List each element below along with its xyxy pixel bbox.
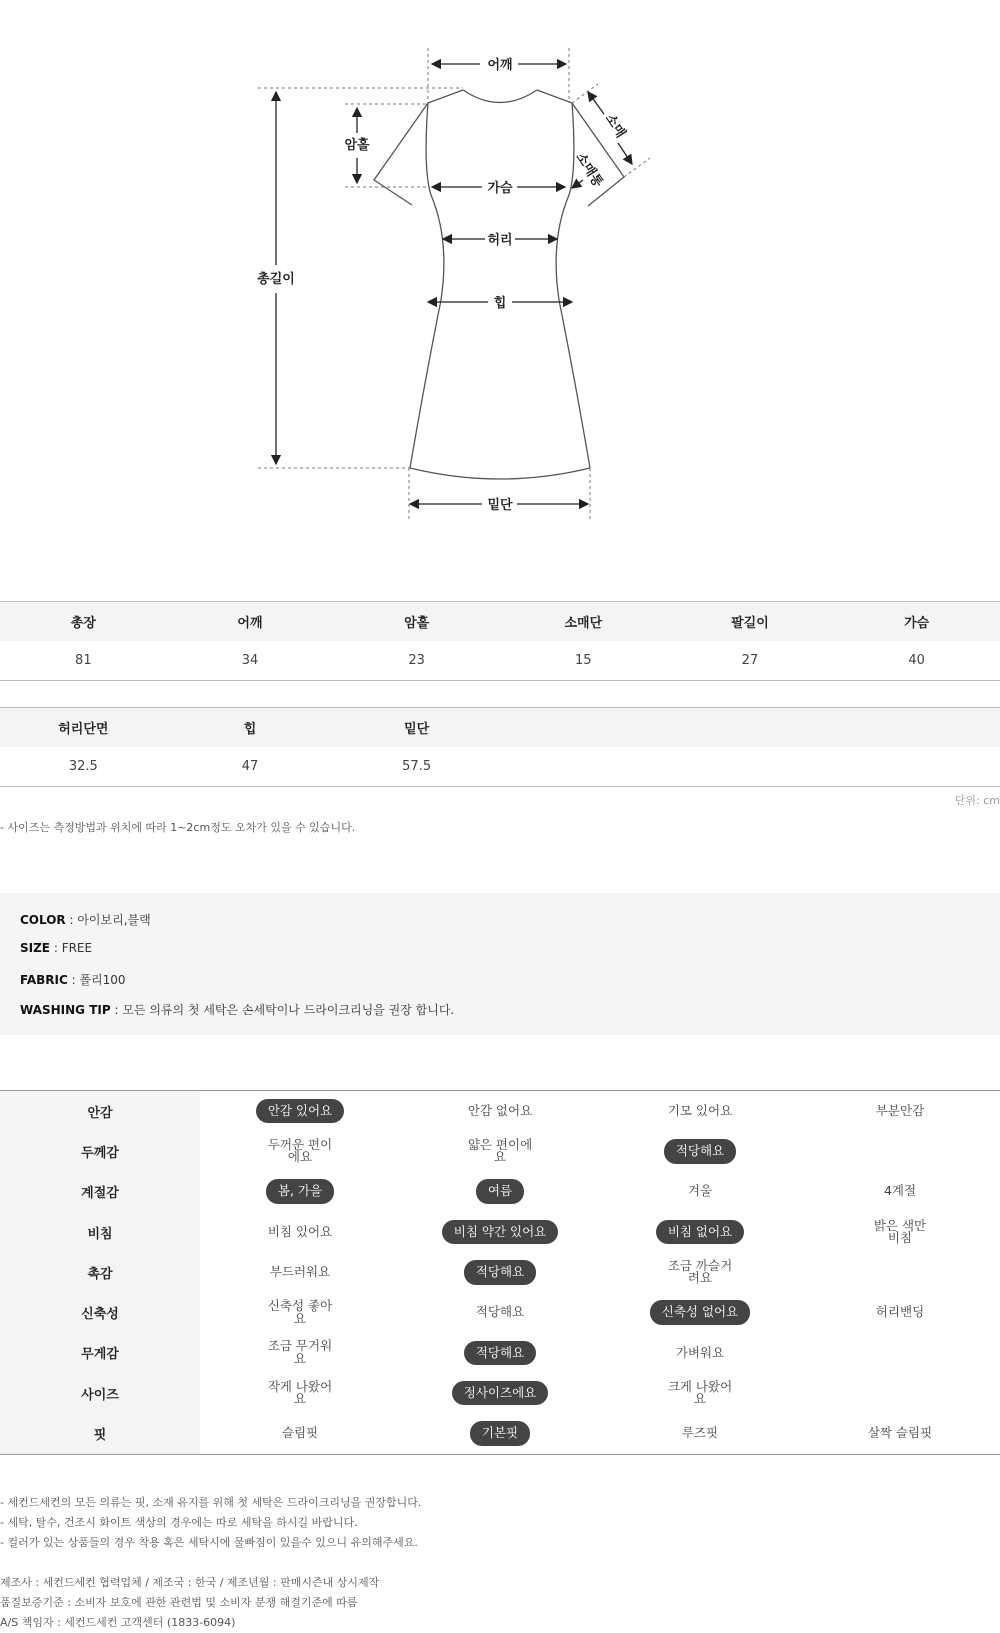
feel-cell [800,1212,1000,1252]
feel-cell [400,1252,600,1292]
feel-cell [200,1373,400,1413]
feel-row [0,1292,1000,1332]
feel-option-selected: 여름 [476,1179,524,1204]
label-chest: 가슴 [487,181,513,196]
feel-option-selected: 안감 있어요 [256,1099,344,1124]
feel-cell [600,1131,800,1171]
fabric-feel-table [0,1090,1000,1455]
feel-option: 얇은 편이에요 [467,1136,533,1165]
feel-cell [600,1212,800,1252]
measure-arrows [276,64,632,504]
info-washing-value: : 모든 의류의 첫 세탁은 손세탁이나 드라이크리닝을 권장 합니다. [110,1003,455,1017]
size-table-1 [0,601,1000,681]
info-fabric [20,971,126,988]
dress-outline [374,90,624,479]
care-notes [0,1493,421,1553]
feel-cell [200,1413,400,1453]
feel-row-label: 비침 [0,1212,200,1252]
info-color-label: COLOR [20,913,66,927]
feel-cell [800,1373,1000,1413]
size-value [833,747,1000,787]
feel-row-label: 계절감 [0,1172,200,1212]
label-waist: 허리 [487,233,513,248]
size-header: 힙 [167,708,334,748]
care-note: - 세탁, 탈수, 건조시 화이트 색상의 경우에는 따로 세탁을 하시길 바랍니다. [0,1516,358,1529]
info-fabric-label: FABRIC [20,973,68,987]
feel-cell [400,1212,600,1252]
feel-row [0,1413,1000,1453]
size-value: 32.5 [0,747,167,787]
label-total-length: 총길이 [257,272,295,287]
feel-cell [600,1252,800,1292]
feel-row-label: 신축성 [0,1292,200,1332]
feel-cell [400,1333,600,1373]
feel-option: 허리밴딩 [875,1304,925,1320]
info-fabric-value: : 폴리100 [67,973,126,987]
size-header [667,708,834,748]
info-size-value: : FREE [50,941,93,955]
size-value: 23 [333,641,500,681]
feel-option: 조금 까슬거려요 [667,1257,733,1286]
feel-row [0,1333,1000,1373]
size-header: 팔길이 [667,602,834,642]
feel-option-selected: 정사이즈에요 [452,1381,548,1406]
feel-option: 슬림핏 [281,1425,319,1441]
feel-option-selected: 비침 약간 있어요 [442,1220,558,1245]
feel-option: 가벼워요 [675,1344,725,1360]
feel-cell [400,1091,600,1131]
size-value: 15 [500,641,667,681]
label-shoulder: 어깨 [487,58,513,73]
feel-cell [200,1333,400,1373]
size-value: 40 [833,641,1000,681]
feel-row-label: 촉감 [0,1252,200,1292]
feel-cell [600,1172,800,1212]
size-header: 어깨 [167,602,334,642]
size-header: 총장 [0,602,167,642]
feel-option: 크게 나왔어요 [667,1378,733,1407]
feel-row [0,1091,1000,1131]
unit-label: 단위: cm [954,794,1000,807]
feel-cell [600,1333,800,1373]
label-hip: 힙 [493,296,507,311]
feel-row-label: 무게감 [0,1333,200,1373]
feel-option: 적당해요 [475,1304,525,1320]
feel-option: 밝은 색만 비침 [873,1217,927,1246]
product-info [0,893,1000,1035]
maker-line: 제조사 : 세컨드세컨 협력업체 / 제조국 : 한국 / 제조년월 : 판매시즌내 상시제작 [0,1576,380,1589]
feel-option-selected: 적당해요 [464,1341,536,1366]
size-value [667,747,834,787]
feel-option-selected: 기본핏 [470,1421,530,1446]
feel-row [0,1373,1000,1413]
size-header: 허리단면 [0,708,167,748]
size-diagram [0,0,1000,560]
feel-row-label: 사이즈 [0,1373,200,1413]
feel-cell [800,1292,1000,1332]
feel-row [0,1212,1000,1252]
size-value: 57.5 [333,747,500,787]
label-sleeve-opening: 소매통 [572,150,606,190]
size-header: 밑단 [333,708,500,748]
feel-option: 비침 있어요 [267,1223,333,1239]
maker-line: A/S 책임자 : 세컨드세컨 고객센터 (1833-6094) [0,1616,236,1629]
feel-option: 두꺼운 편이에요 [267,1136,333,1165]
feel-cell [400,1413,600,1453]
feel-option: 겨울 [687,1183,713,1199]
size-header: 암홀 [333,602,500,642]
feel-cell [200,1091,400,1131]
manufacturer-info [0,1573,379,1633]
label-hem: 밑단 [487,498,513,513]
feel-cell [800,1333,1000,1373]
feel-cell [600,1413,800,1453]
feel-option-selected: 적당해요 [464,1260,536,1285]
feel-cell [200,1172,400,1212]
info-size-label: SIZE [20,941,51,955]
feel-option-selected: 적당해요 [664,1139,736,1164]
feel-option: 살짝 슬림핏 [867,1425,933,1441]
info-washing [20,1001,454,1018]
feel-cell [400,1292,600,1332]
feel-cell [600,1091,800,1131]
feel-row-label: 핏 [0,1413,200,1453]
maker-line: 품질보증기준 : 소비자 보호에 관한 관련법 및 소비자 분쟁 해결기준에 따름 [0,1596,358,1609]
label-armhole: 암홀 [344,138,370,153]
size-header [500,708,667,748]
size-value: 47 [167,747,334,787]
size-value: 27 [667,641,834,681]
feel-option-selected: 비침 없어요 [656,1220,744,1245]
care-note: - 컬러가 있는 상품들의 경우 착용 혹은 세탁시에 물빠짐이 있을수 있으니 유의해주세요. [0,1536,418,1549]
size-value: 81 [0,641,167,681]
feel-cell [800,1252,1000,1292]
info-washing-label: WASHING TIP [20,1003,111,1017]
feel-option: 신축성 좋아요 [267,1298,333,1326]
feel-option: 조금 무거워요 [267,1338,333,1366]
size-note: - 사이즈는 측정방법과 위치에 따라 1~2cm정도 오차가 있을 수 있습니다. [0,821,356,834]
feel-cell [800,1413,1000,1453]
feel-cell [200,1212,400,1252]
feel-option: 부드러워요 [269,1264,331,1280]
feel-cell [200,1252,400,1292]
feel-option-selected: 신축성 없어요 [650,1300,750,1325]
feel-option: 기모 있어요 [667,1102,733,1118]
feel-cell [400,1373,600,1413]
guide-lines [258,48,650,520]
size-header: 가슴 [833,602,1000,642]
feel-cell [800,1131,1000,1171]
feel-row [0,1252,1000,1292]
info-color-value: : 아이보리,블랙 [65,913,151,927]
feel-row [0,1131,1000,1171]
care-note: - 세컨드세컨의 모든 의류는 핏, 소재 유지를 위해 첫 세탁은 드라이크리닝을 권장합니다. [0,1496,422,1509]
feel-cell [400,1172,600,1212]
size-value [500,747,667,787]
feel-cell [200,1131,400,1171]
feel-cell [800,1091,1000,1131]
feel-option: 안감 없어요 [467,1102,533,1118]
feel-row-label: 두께감 [0,1131,200,1171]
size-table-2 [0,707,1000,787]
feel-option: 4계절 [883,1183,917,1199]
size-value: 34 [167,641,334,681]
size-header: 소매단 [500,602,667,642]
label-sleeve: 소매 [601,111,629,141]
feel-cell [800,1172,1000,1212]
feel-cell [200,1292,400,1332]
feel-cell [400,1131,600,1171]
feel-row-label: 안감 [0,1091,200,1131]
info-color [20,911,151,928]
feel-option: 작게 나왔어요 [267,1378,333,1407]
info-size [20,941,92,955]
size-header [833,708,1000,748]
feel-cell [600,1373,800,1413]
feel-row [0,1172,1000,1212]
feel-option: 부분안감 [875,1102,925,1118]
feel-cell [600,1292,800,1332]
feel-option: 루즈핏 [681,1425,719,1441]
feel-option-selected: 봄, 가을 [266,1179,334,1204]
